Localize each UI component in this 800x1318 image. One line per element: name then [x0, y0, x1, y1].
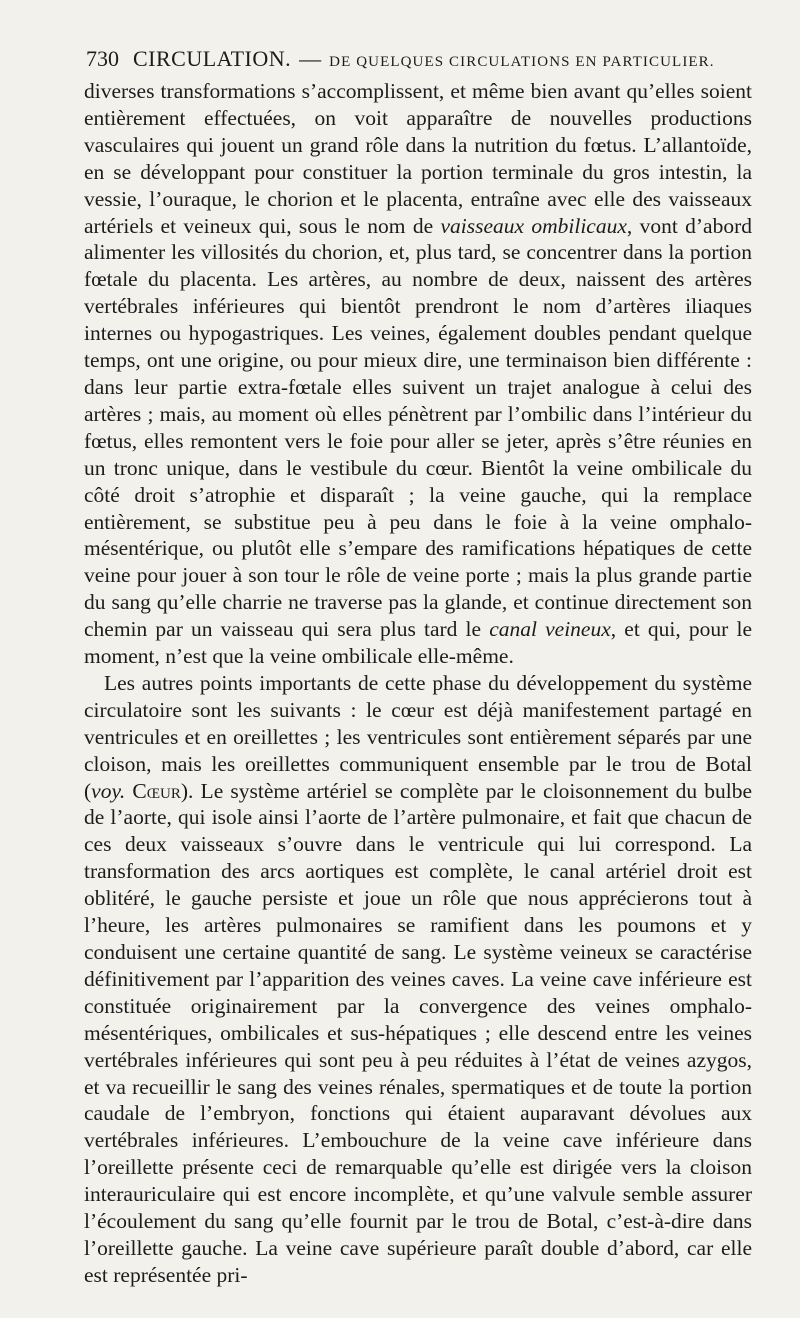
paragraph-2: [84, 670, 752, 1289]
section-subtitle: DE QUELQUES CIRCULATIONS EN PARTICULIER.: [329, 54, 715, 70]
header-separator: —: [299, 46, 322, 71]
italic-term-canal-veineux: canal veineux: [489, 617, 611, 642]
text-run: , et qui, pour le moment, n’est que la veine ombilicale elle-même.: [84, 617, 752, 669]
text-run: diverses transformations s’accomplissent, et même bien avant qu’elles soient entièrement effectuées, on voit apparaître de nouvelles productions vasculaires qui jouent un grand rôle dans la nutrition du fœtus. L’allantoïde, en se développant pour constituer la portion terminale du gros intestin, la vessie, l’ouraque, le chorion et le placenta, entraîne avec elle des vaisseaux artériels et veineux qui, sous le nom de: [84, 79, 752, 238]
body-text: [84, 78, 752, 1289]
italic-term-vaisseaux-ombilicaux: vaisseaux ombilicaux: [440, 213, 627, 238]
section-title: CIRCULATION.: [133, 46, 292, 71]
text-run: , vont d’abord alimenter les villosités du chorion, et, plus tard, se concentrer dans la portion fœtale du placenta. Les artères, au nombre de deux, naissent des artères vertébrales inférieures qui bientôt prendront le nom d’artères iliaques internes ou hypogastriques. Les veines, également doubles pendant quelque temps, ont une origine, ou pour mieux dire, une terminaison bien différente : dans leur partie extra-fœtale elles suivent un trajet analogue à celui des artères ; mais, au moment où elles pénètrent par l’ombilic dans l’intérieur du fœtus, elles remontent vers le foie pour aller se jeter, après s’être réunies en un tronc unique, dans le vestibule du cœur. Bientôt la veine ombilicale du côté droit s’atrophie et disparaît ; la veine gauche, qui la remplace entièrement, se substitue peu à peu dans le foie à la veine omphalo-mésentérique, ou plutôt elle s’empare des ramifications hépatiques de cette veine pour jouer à son tour le rôle de veine porte ; mais la plus grande partie du sang qu’elle charrie ne traverse pas la glande, et continue directement son chemin par un vaisseau qui sera plus tard le: [84, 213, 752, 642]
text-run: ). Le système artériel se complète par le cloisonnement du bulbe de l’aorte, qui isole ainsi l’aorte de l’artère pulmonaire, et fait que chacun de ces deux vaisseaux s’ouvre dans le ventricule qui lui correspond. La transformation des arcs aortiques est complète, le canal artériel droit est oblitéré, le gauche persiste et joue un rôle que nous apprécierons tout à l’heure, les artères pulmonaires se ramifient dans les poumons et y conduisent une certaine quantité de sang. Le système veineux se caractérise définitivement par l’apparition des veines caves. La veine cave inférieure est constituée originairement par la convergence des veines omphalo-mésentériques, ombilicales et sus-hépatiques ; elle descend entre les veines vertébrales inférieures qui sont peu à peu réduites à l’état de veines azygos, et va recueillir le sang des veines rénales, spermatiques et de toute la portion caudale de l’embryon, fonctions qui étaient auparavant dévolues aux vertébrales inférieures. L’embouchure de la veine cave inférieure dans l’oreillette présente ceci de remarquable qu’elle est dirigée vers la cloison interauriculaire qui est encore incomplète, et qu’une valvule semble assurer l’écoulement du sang qu’elle fournit par le trou de Botal, c’est-à-dire dans l’oreillette gauche. La veine cave supérieure paraît double d’abord, car elle est représentée pri-: [84, 778, 752, 1287]
running-header: [86, 44, 758, 77]
italic-voy: voy.: [91, 778, 126, 803]
page-number: 730: [86, 46, 119, 71]
smallcaps-coeur: Cœur: [132, 778, 181, 803]
text-run: Les autres points importants de cette phase du développement du système circulatoire sont les suivants : le cœur est déjà manifestement partagé en ventricules et en oreillettes ; les ventricules sont entièrement séparés par une cloison, mais les oreillettes communiquent ensemble par le trou de Botal (: [84, 670, 752, 803]
paragraph-1: [84, 78, 752, 670]
